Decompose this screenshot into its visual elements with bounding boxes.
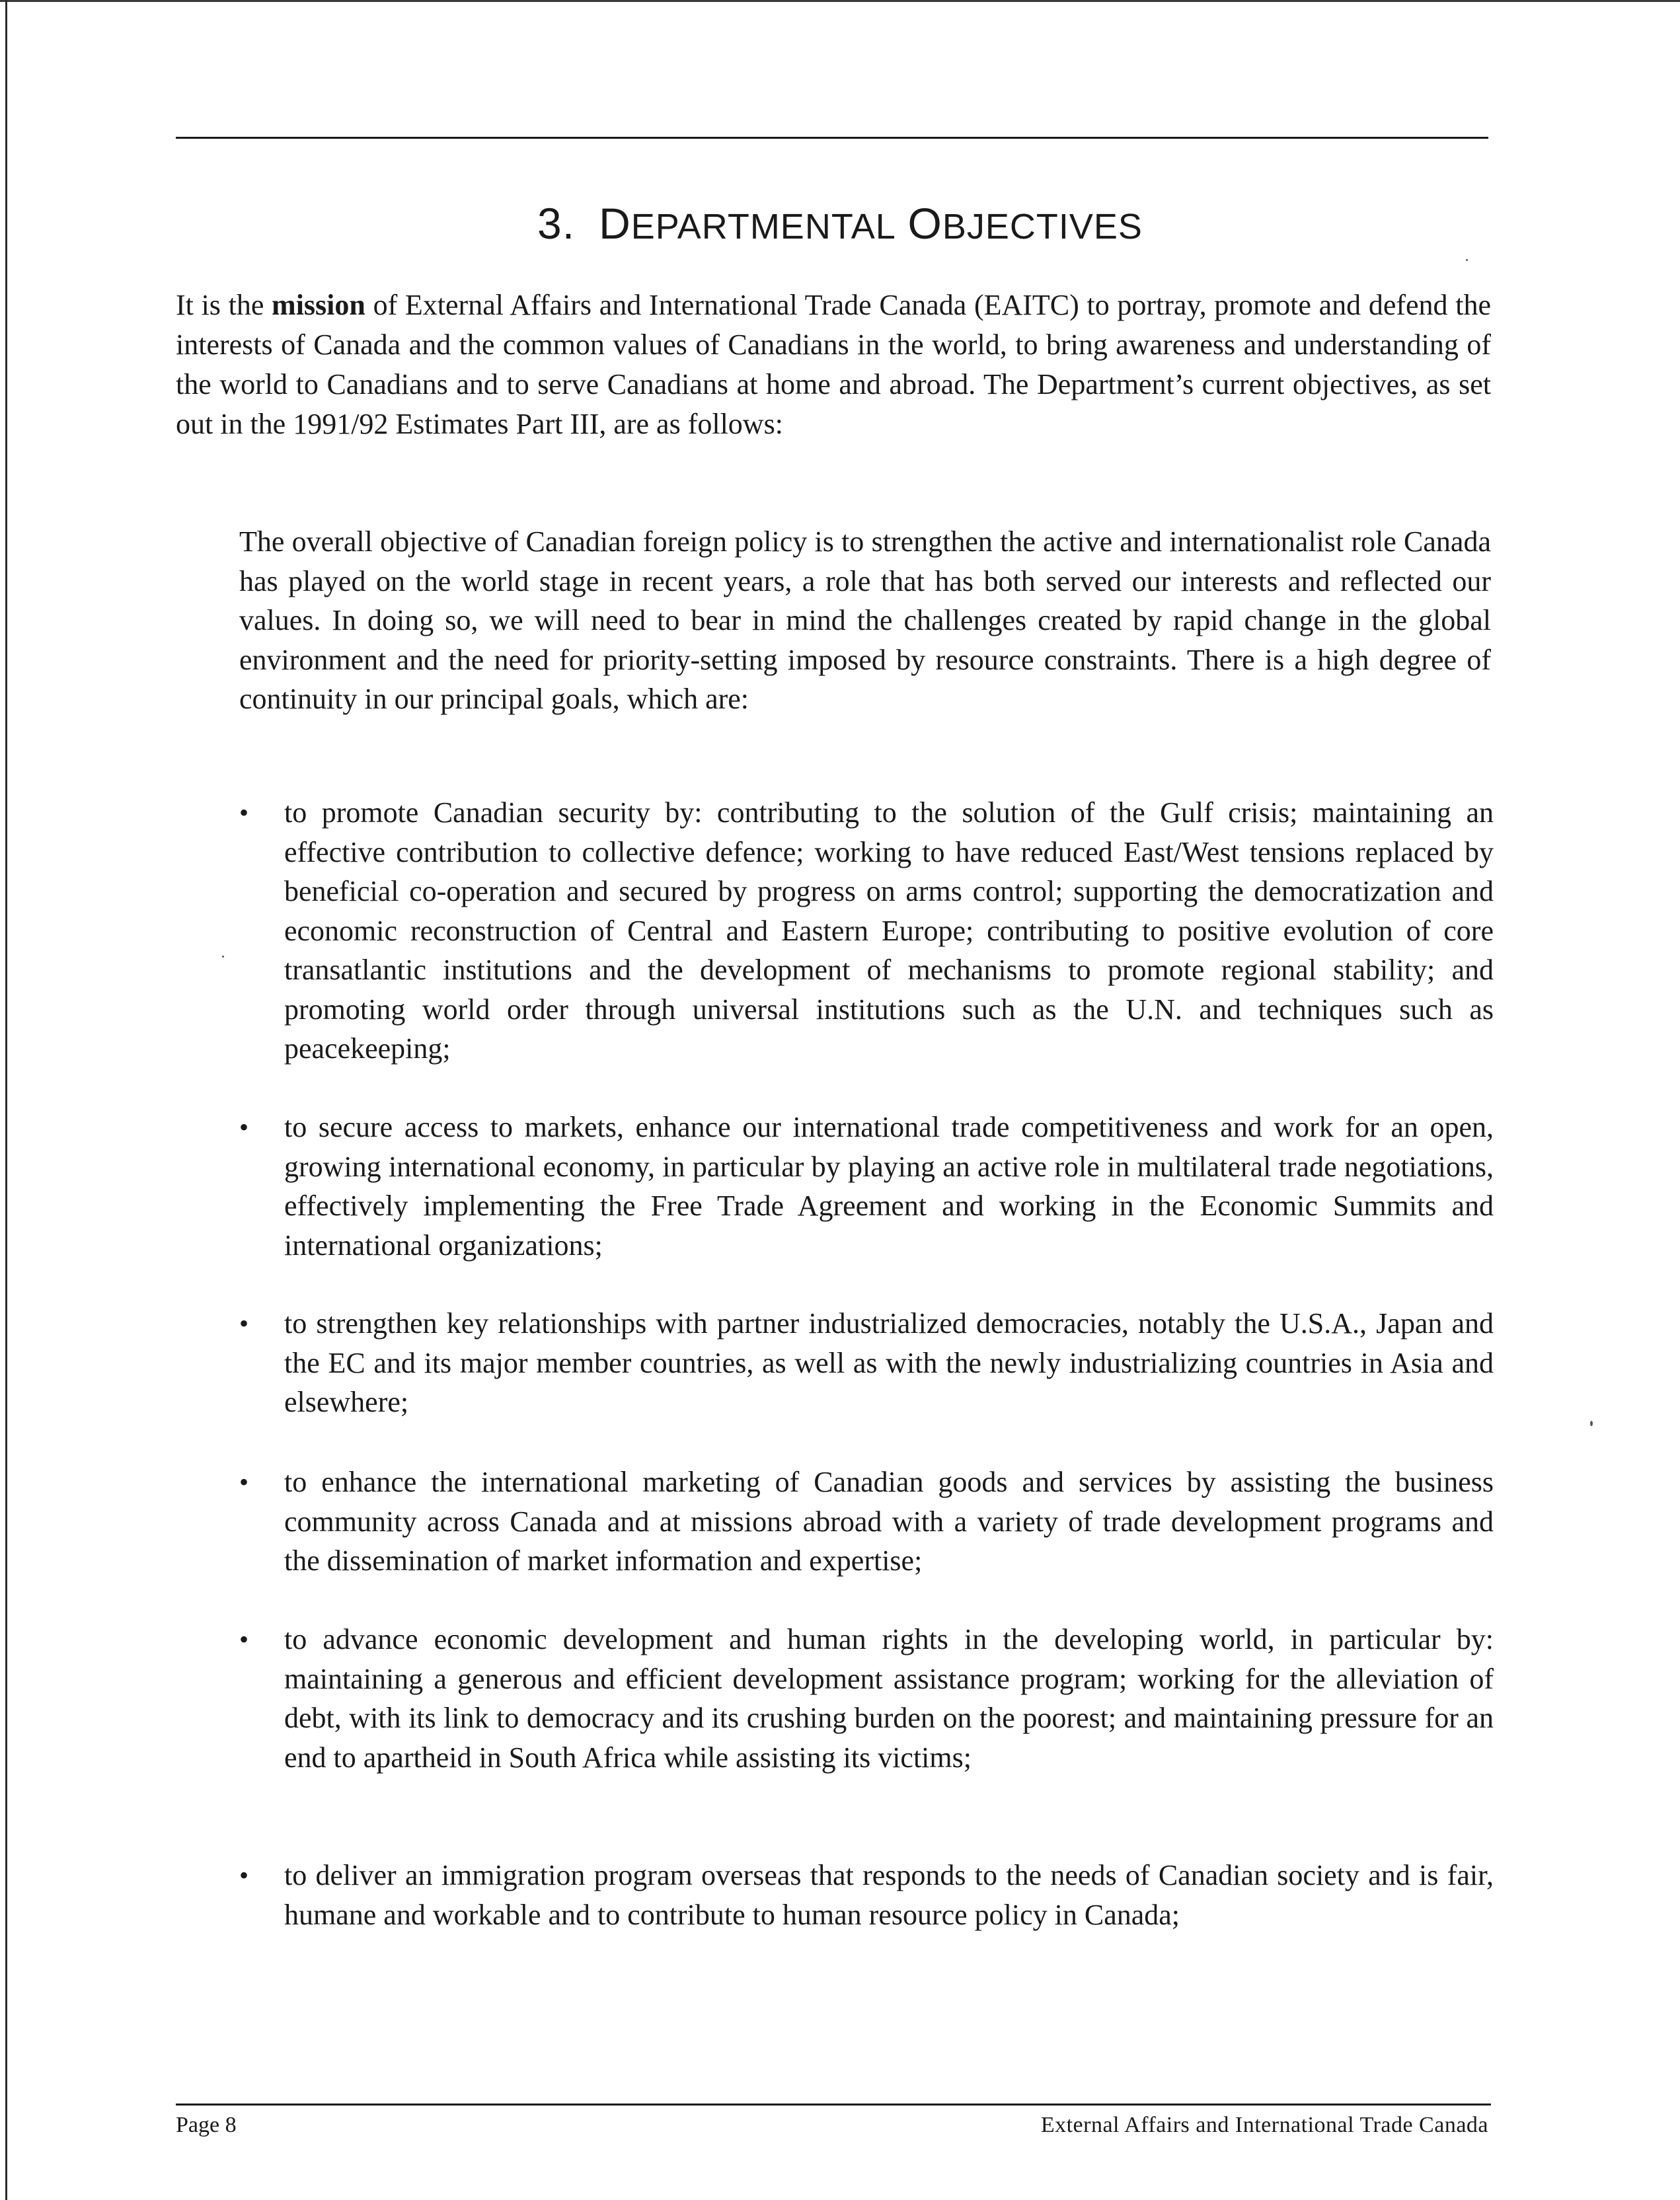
bullet-icon: • [239, 1309, 249, 1338]
heading-rest-2: BJECTIVES [942, 207, 1143, 247]
intro-bold-mission: mission [272, 289, 365, 321]
scan-speck [1590, 1421, 1593, 1426]
intro-part-2: of External Affairs and International Trade Canada (EAITC) to portray, promote and defend the interests of Canada and the common values of Canadians in the world, to bring awareness and understanding of the world to Canadians and to serve Canadians at home and abroad. The Department’s current objectives, as set out in the 1991/92 Estimates Part III, are as follows: [176, 289, 1491, 440]
quoted-objective-paragraph: The overall objective of Canadian foreign policy is to strengthen the active and internationalist role Canada has played on the world stage in recent years, a role that has both served our interests and reflected our values. In doing so, we will need to bear in mind the challenges created by rapid change in the global environment and the need for priority-setting imposed by resource constraints. There is a high degree of continuity in our principal goals, which are: [239, 525, 1491, 715]
section-number: 3. [537, 199, 576, 248]
bullet-text: to enhance the international marketing of Canadian goods and services by assisting the business community across Canada and at missions abroad with a variety of trade development programs and the dissemination of market information and expertise; [284, 1466, 1494, 1577]
intro-part-1: It is the [176, 289, 272, 321]
heading-rest-1: EPARTMENTAL [630, 207, 896, 247]
heading-initial-2: O [907, 199, 942, 248]
heading-initial-1: D [599, 199, 631, 248]
scan-left-edge [5, 0, 7, 2200]
bullet-icon: • [239, 1112, 249, 1142]
bullet-icon: • [239, 1624, 249, 1654]
header-rule [176, 137, 1488, 139]
bullet-icon: • [239, 798, 249, 827]
bullet-text: to promote Canadian security by: contributing to the solution of the Gulf crisis; maintaining an effective contribution to collective defence; working to have reduced East/West tensions replaced by beneficial co-operation and secured by progress on arms control; supporting the democratization and economic reconstruction of Central and Eastern Europe; contributing to positive evolution of core transatlantic institutions and the development of mechanisms to promote regional stability; and promoting world order through universal institutions such as the U.N. and techniques such as peacekeeping; [284, 796, 1494, 1065]
bullet-text: to advance economic development and human rights in the developing world, in particular by: maintaining a generous and efficient development assistance program; working for the alleviation of debt, with its link to democracy and its crushing burden on the poorest; and maintaining pressure for an end to apartheid in South Africa while assisting its victims; [284, 1623, 1494, 1774]
bullet-text: to deliver an immigration program overseas that responds to the needs of Canadian society and is fair, humane and workable and to contribute to human resource policy in Canada; [284, 1859, 1494, 1931]
footer-rule [176, 2104, 1491, 2105]
footer-organization: External Affairs and International Trade Canada [1040, 2113, 1488, 2137]
section-heading [0, 197, 1680, 253]
scan-top-edge [0, 0, 1680, 2]
scan-speck [1466, 259, 1468, 261]
bullet-icon: • [239, 1860, 249, 1890]
bullet-icon: • [239, 1467, 249, 1497]
bullet-text: to strengthen key relationships with partner industrialized democracies, notably the U.S.A., Japan and the EC and its major member countries, as well as with the newly industrializing countries in Asia and elsewhere; [284, 1307, 1494, 1418]
bullet-text: to secure access to markets, enhance our international trade competitiveness and work for an open, growing international economy, in particular by playing an active role in multilateral trade negotiations, effectively implementing the Free Trade Agreement and working in the Economic Summits and international organizations; [284, 1111, 1494, 1262]
page-number: Page 8 [176, 2113, 237, 2137]
scan-speck [222, 956, 224, 958]
intro-paragraph [176, 285, 1491, 444]
